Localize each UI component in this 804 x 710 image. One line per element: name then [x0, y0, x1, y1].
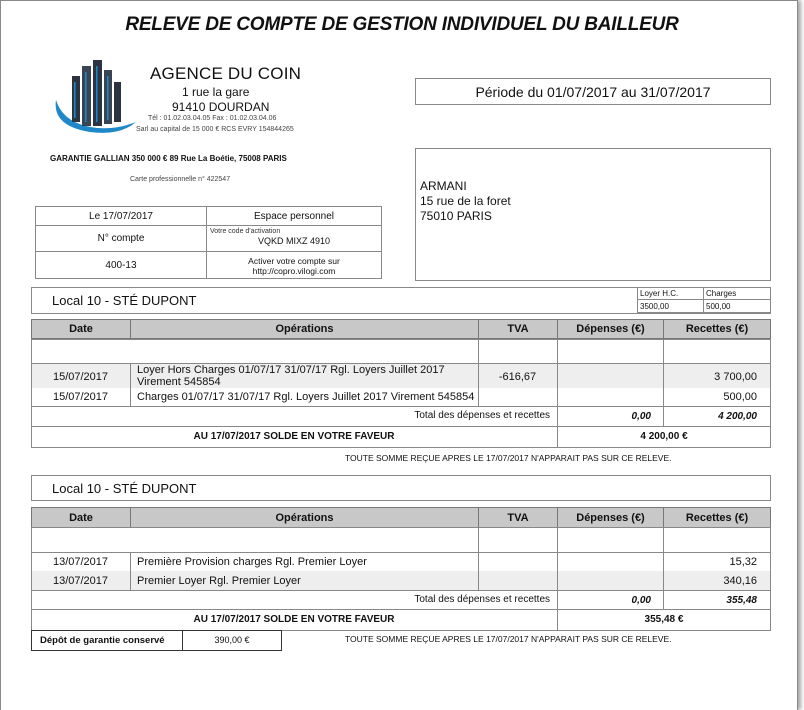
row3-date: 13/07/2017 — [52, 556, 109, 568]
total2-label: Total des dépenses et recettes — [414, 594, 550, 605]
col-operations-header: Opérations — [130, 507, 479, 528]
page-title: RELEVE DE COMPTE DE GESTION INDIVIDUEL DU BAILLEUR — [125, 14, 679, 35]
agency-phones: Tél : 01.02.03.04.05 Fax : 01.02.03.04.06 — [148, 115, 277, 122]
section2-note: TOUTE SOMME REÇUE APRES LE 17/07/2017 N'APPARAIT PAS SUR CE RELEVE. — [345, 634, 672, 644]
activation-code: VQKD MIXZ 4910 — [257, 236, 331, 246]
loyer-value: 3500,00 — [637, 299, 704, 313]
account-number: 400-13 — [35, 251, 207, 279]
agency-guarantee: GARANTIE GALLIAN 350 000 € 89 Rue La Boétie, 75008 PARIS — [50, 154, 287, 163]
period-text: Période du 01/07/2017 au 31/07/2017 — [475, 83, 711, 100]
solde1-value: 4 200,00 € — [640, 431, 688, 442]
recipient-name: ARMANI — [420, 179, 467, 193]
account-number-label: N° compte — [35, 225, 207, 252]
col-depenses-header: Dépenses (€) — [557, 507, 664, 528]
total1-label: Total des dépenses et recettes — [414, 410, 550, 421]
activate-url[interactable]: http://copro.vilogi.com — [252, 266, 336, 276]
total2-recettes: 355,48 — [726, 595, 757, 606]
col-recettes-header: Recettes (€) — [663, 319, 771, 339]
col-tva-header: TVA — [478, 507, 558, 528]
recipient-city: 75010 PARIS — [420, 209, 492, 223]
row4-date: 13/07/2017 — [52, 575, 109, 587]
agency-city: 91410 DOURDAN — [172, 100, 270, 114]
row4-operation: Premier Loyer Rgl. Premier Loyer — [137, 575, 301, 587]
rent-box — [637, 287, 771, 313]
col-date-header: Date — [31, 507, 131, 528]
activate-text: Activer votre compte sur — [248, 256, 340, 266]
agency-capital: Sarl au capital de 15 000 € RCS EVRY 154844265 — [136, 126, 294, 133]
solde2-label: AU 17/07/2017 SOLDE EN VOTRE FAVEUR — [193, 614, 395, 625]
personal-space-label: Espace personnel — [206, 206, 382, 226]
section1-note: TOUTE SOMME REÇUE APRES LE 17/07/2017 N'APPARAIT PAS SUR CE RELEVE. — [345, 453, 672, 463]
activate-link-cell[interactable] — [206, 251, 382, 279]
agency-card: Carte professionnelle n° 422547 — [130, 176, 231, 183]
total2-depenses: 0,00 — [631, 595, 651, 606]
period-box — [415, 78, 771, 105]
section1-title: Local 10 - STÉ DUPONT — [52, 293, 197, 308]
row1-operation — [137, 364, 477, 388]
row1-op-line1: Loyer Hors Charges 01/07/17 31/07/17 Rgl. Loyers Juillet 2017 — [137, 364, 445, 376]
total1-recettes: 4 200,00 — [718, 411, 757, 422]
row3-recettes: 15,32 — [729, 556, 757, 568]
total1-depenses: 0,00 — [631, 411, 651, 422]
charges-value: 500,00 — [703, 299, 771, 313]
row3-operation: Première Provision charges Rgl. Premier Loyer — [137, 556, 367, 568]
solde2-value: 355,48 € — [644, 614, 684, 625]
col-tva-header: TVA — [478, 319, 558, 339]
section2-title: Local 10 - STÉ DUPONT — [52, 481, 197, 496]
row4-recettes: 340,16 — [723, 575, 757, 587]
row1-recettes: 3 700,00 — [714, 371, 757, 383]
recipient-box — [415, 148, 771, 281]
loyer-label: Loyer H.C. — [637, 287, 704, 300]
row1-date: 15/07/2017 — [52, 371, 109, 383]
col-operations-header: Opérations — [130, 319, 479, 339]
row1-tva: -616,67 — [498, 371, 537, 383]
activation-label: Votre code d'activation — [210, 228, 281, 235]
activation-cell — [206, 225, 382, 252]
statement-date: Le 17/07/2017 — [35, 206, 207, 226]
col-depenses-header: Dépenses (€) — [557, 319, 664, 339]
agency-logo-icon — [50, 56, 142, 138]
row2-recettes: 500,00 — [723, 391, 757, 403]
agency-name: AGENCE DU COIN — [150, 64, 302, 83]
col-recettes-header: Recettes (€) — [663, 507, 771, 528]
col-date-header: Date — [31, 319, 131, 339]
deposit-value: 390,00 € — [214, 635, 250, 645]
agency-street: 1 rue la gare — [182, 85, 250, 99]
row2-date: 15/07/2017 — [52, 391, 109, 403]
section2-header — [31, 475, 771, 501]
recipient-street: 15 rue de la foret — [420, 194, 511, 208]
row1-op-line2: Virement 545854 — [137, 376, 221, 388]
row2-operation: Charges 01/07/17 31/07/17 Rgl. Loyers Juillet 2017 Virement 545854 — [137, 391, 475, 403]
solde1-label: AU 17/07/2017 SOLDE EN VOTRE FAVEUR — [193, 431, 395, 442]
account-box — [35, 206, 382, 279]
charges-label: Charges — [703, 287, 771, 300]
deposit-label: Dépôt de garantie conservé — [40, 635, 165, 646]
